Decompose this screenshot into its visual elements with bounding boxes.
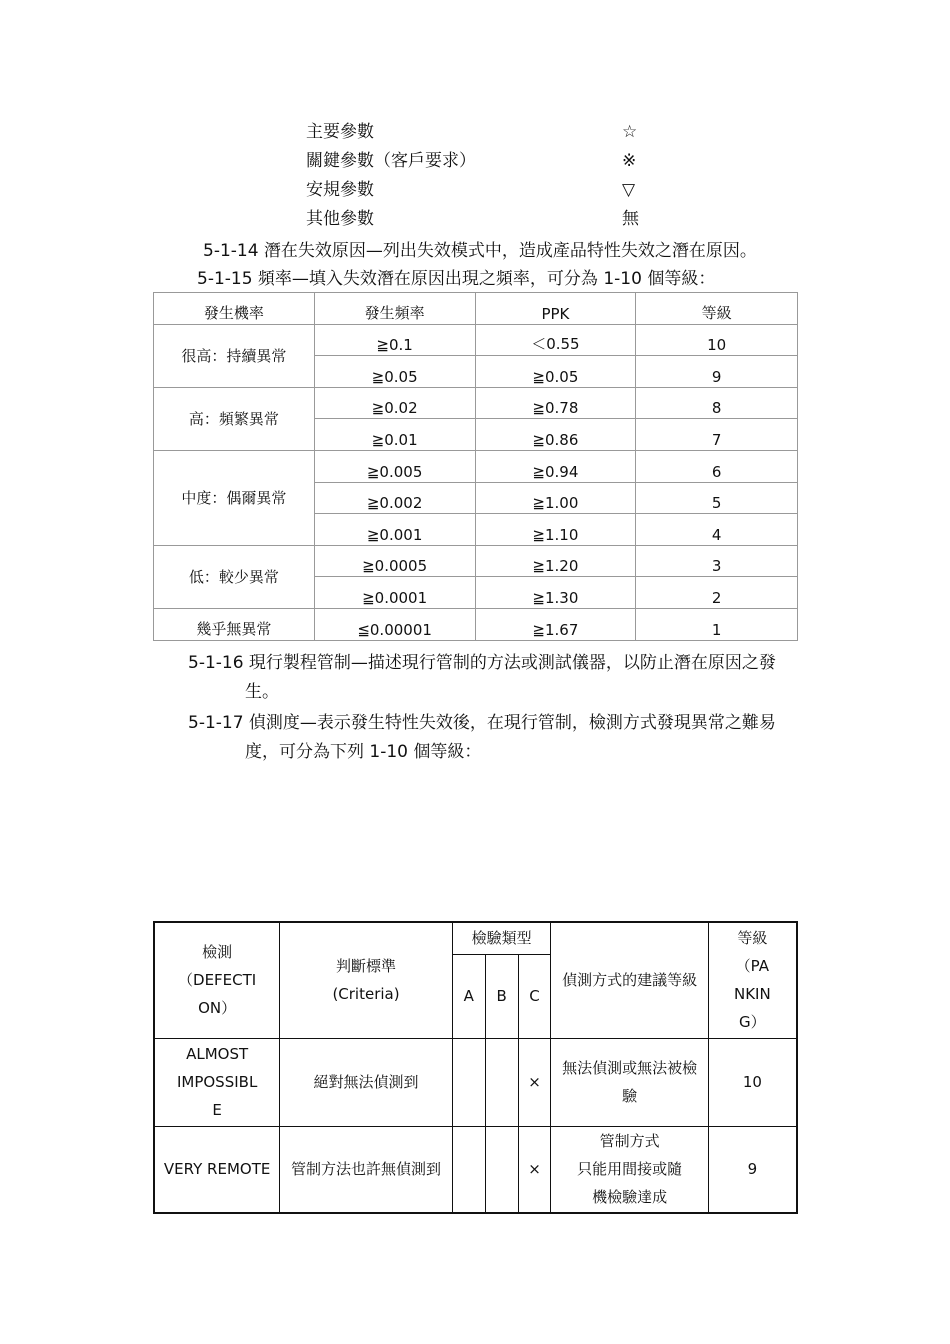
freq-cell: ≧0.002 [314, 482, 475, 514]
freq-cell: ≧0.01 [314, 419, 475, 451]
param-main-symbol: ☆ [622, 122, 638, 142]
param-other-symbol: 無 [622, 209, 639, 229]
param-key-name: 關鍵參數（客戶要求） [306, 151, 476, 171]
freq-cell: ≧0.0005 [314, 545, 475, 577]
table-row [154, 545, 798, 577]
header-detection: 檢測 （DEFECTI ON） [154, 922, 280, 1038]
section-5-1-17-line2: 度，可分為下列 1-10 個等級： [245, 742, 482, 762]
ppk-cell: ≧1.00 [475, 482, 636, 514]
freq-cell: ≧0.0001 [314, 577, 475, 609]
ppk-cell: ≧1.67 [475, 608, 636, 640]
ppk-cell: ≧1.30 [475, 577, 636, 609]
rank-cell: 8 [636, 387, 798, 419]
group-low: 低：較少異常 [154, 545, 315, 608]
frequency-table-header [154, 293, 798, 325]
rank-cell: 4 [636, 514, 798, 546]
header-frequency: 發生頻率 [314, 293, 475, 325]
param-main-name: 主要參數 [306, 122, 374, 142]
freq-cell: ≧0.02 [314, 387, 475, 419]
group-moderate: 中度：偶爾異常 [154, 450, 315, 545]
freq-cell: ≦0.00001 [314, 608, 475, 640]
detection-cell: ALMOST IMPOSSIBL E [154, 1038, 280, 1126]
header-method: 偵測方式的建議等級 [551, 922, 708, 1038]
criteria-cell: 絕對無法偵測到 [280, 1038, 452, 1126]
detection-cell: VERY REMOTE [154, 1126, 280, 1213]
header-probability: 發生機率 [154, 293, 315, 325]
rank-cell: 6 [636, 450, 798, 482]
rank-cell: 10 [708, 1038, 797, 1126]
rank-cell: 9 [636, 356, 798, 388]
rank-cell: 7 [636, 419, 798, 451]
freq-cell: ≧0.1 [314, 324, 475, 356]
header-rank: 等級 [636, 293, 798, 325]
table-row [154, 1038, 797, 1126]
ppk-cell: ≧0.05 [475, 356, 636, 388]
param-safety-name: 安規參數 [306, 180, 374, 200]
group-very-high: 很高：持續異常 [154, 324, 315, 387]
header-type-a: A [452, 954, 485, 1038]
table-row [154, 1126, 797, 1213]
ppk-cell: ＜0.55 [475, 324, 636, 356]
method-cell: 無法偵測或無法被檢 驗 [551, 1038, 708, 1126]
type-a-cell [452, 1038, 485, 1126]
group-almost-none: 幾乎無異常 [154, 608, 315, 640]
detection-table [153, 921, 798, 1214]
type-b-cell [485, 1126, 518, 1213]
header-type-c: C [518, 954, 551, 1038]
ppk-cell: ≧1.20 [475, 545, 636, 577]
header-type-b: B [485, 954, 518, 1038]
section-5-1-16-line1: 5-1-16 現行製程管制—描述現行管制的方法或測試儀器，以防止潛在原因之發 [188, 653, 776, 673]
type-c-cell: × [518, 1038, 551, 1126]
method-cell: 管制方式 只能用間接或隨 機檢驗達成 [551, 1126, 708, 1213]
header-criteria: 判斷標準 (Criteria) [280, 922, 452, 1038]
type-c-cell: × [518, 1126, 551, 1213]
table-row [154, 387, 798, 419]
section-5-1-17-line1: 5-1-17 偵測度—表示發生特性失效後，在現行管制，檢測方式發現異常之難易 [188, 713, 776, 733]
rank-cell: 10 [636, 324, 798, 356]
table-row [154, 450, 798, 482]
freq-cell: ≧0.005 [314, 450, 475, 482]
ppk-cell: ≧0.94 [475, 450, 636, 482]
freq-cell: ≧0.001 [314, 514, 475, 546]
param-key-symbol: ※ [622, 151, 637, 171]
type-a-cell [452, 1126, 485, 1213]
rank-cell: 5 [636, 482, 798, 514]
type-b-cell [485, 1038, 518, 1126]
section-5-1-16-line2: 生。 [245, 682, 279, 702]
criteria-cell: 管制方法也許無偵測到 [280, 1126, 452, 1213]
section-5-1-14: 5-1-14 潛在失效原因—列出失效模式中，造成產品特性失效之潛在原因。 [203, 241, 757, 261]
table-row [154, 324, 798, 356]
param-safety-symbol: ▽ [622, 180, 636, 200]
table-row [154, 608, 798, 640]
ppk-cell: ≧1.10 [475, 514, 636, 546]
header-rank: 等級 （PA NKIN G） [708, 922, 797, 1038]
freq-cell: ≧0.05 [314, 356, 475, 388]
ppk-cell: ≧0.86 [475, 419, 636, 451]
param-other-name: 其他參數 [306, 209, 374, 229]
section-5-1-15: 5-1-15 頻率—填入失效潛在原因出現之頻率，可分為 1-10 個等級： [197, 269, 716, 289]
rank-cell: 3 [636, 545, 798, 577]
ppk-cell: ≧0.78 [475, 387, 636, 419]
detection-header-row-1 [154, 922, 797, 954]
frequency-table [153, 292, 798, 641]
group-high: 高：頻繁異常 [154, 387, 315, 450]
rank-cell: 1 [636, 608, 798, 640]
rank-cell: 2 [636, 577, 798, 609]
header-inspection-type: 檢驗類型 [452, 922, 551, 954]
header-ppk: PPK [475, 293, 636, 325]
rank-cell: 9 [708, 1126, 797, 1213]
